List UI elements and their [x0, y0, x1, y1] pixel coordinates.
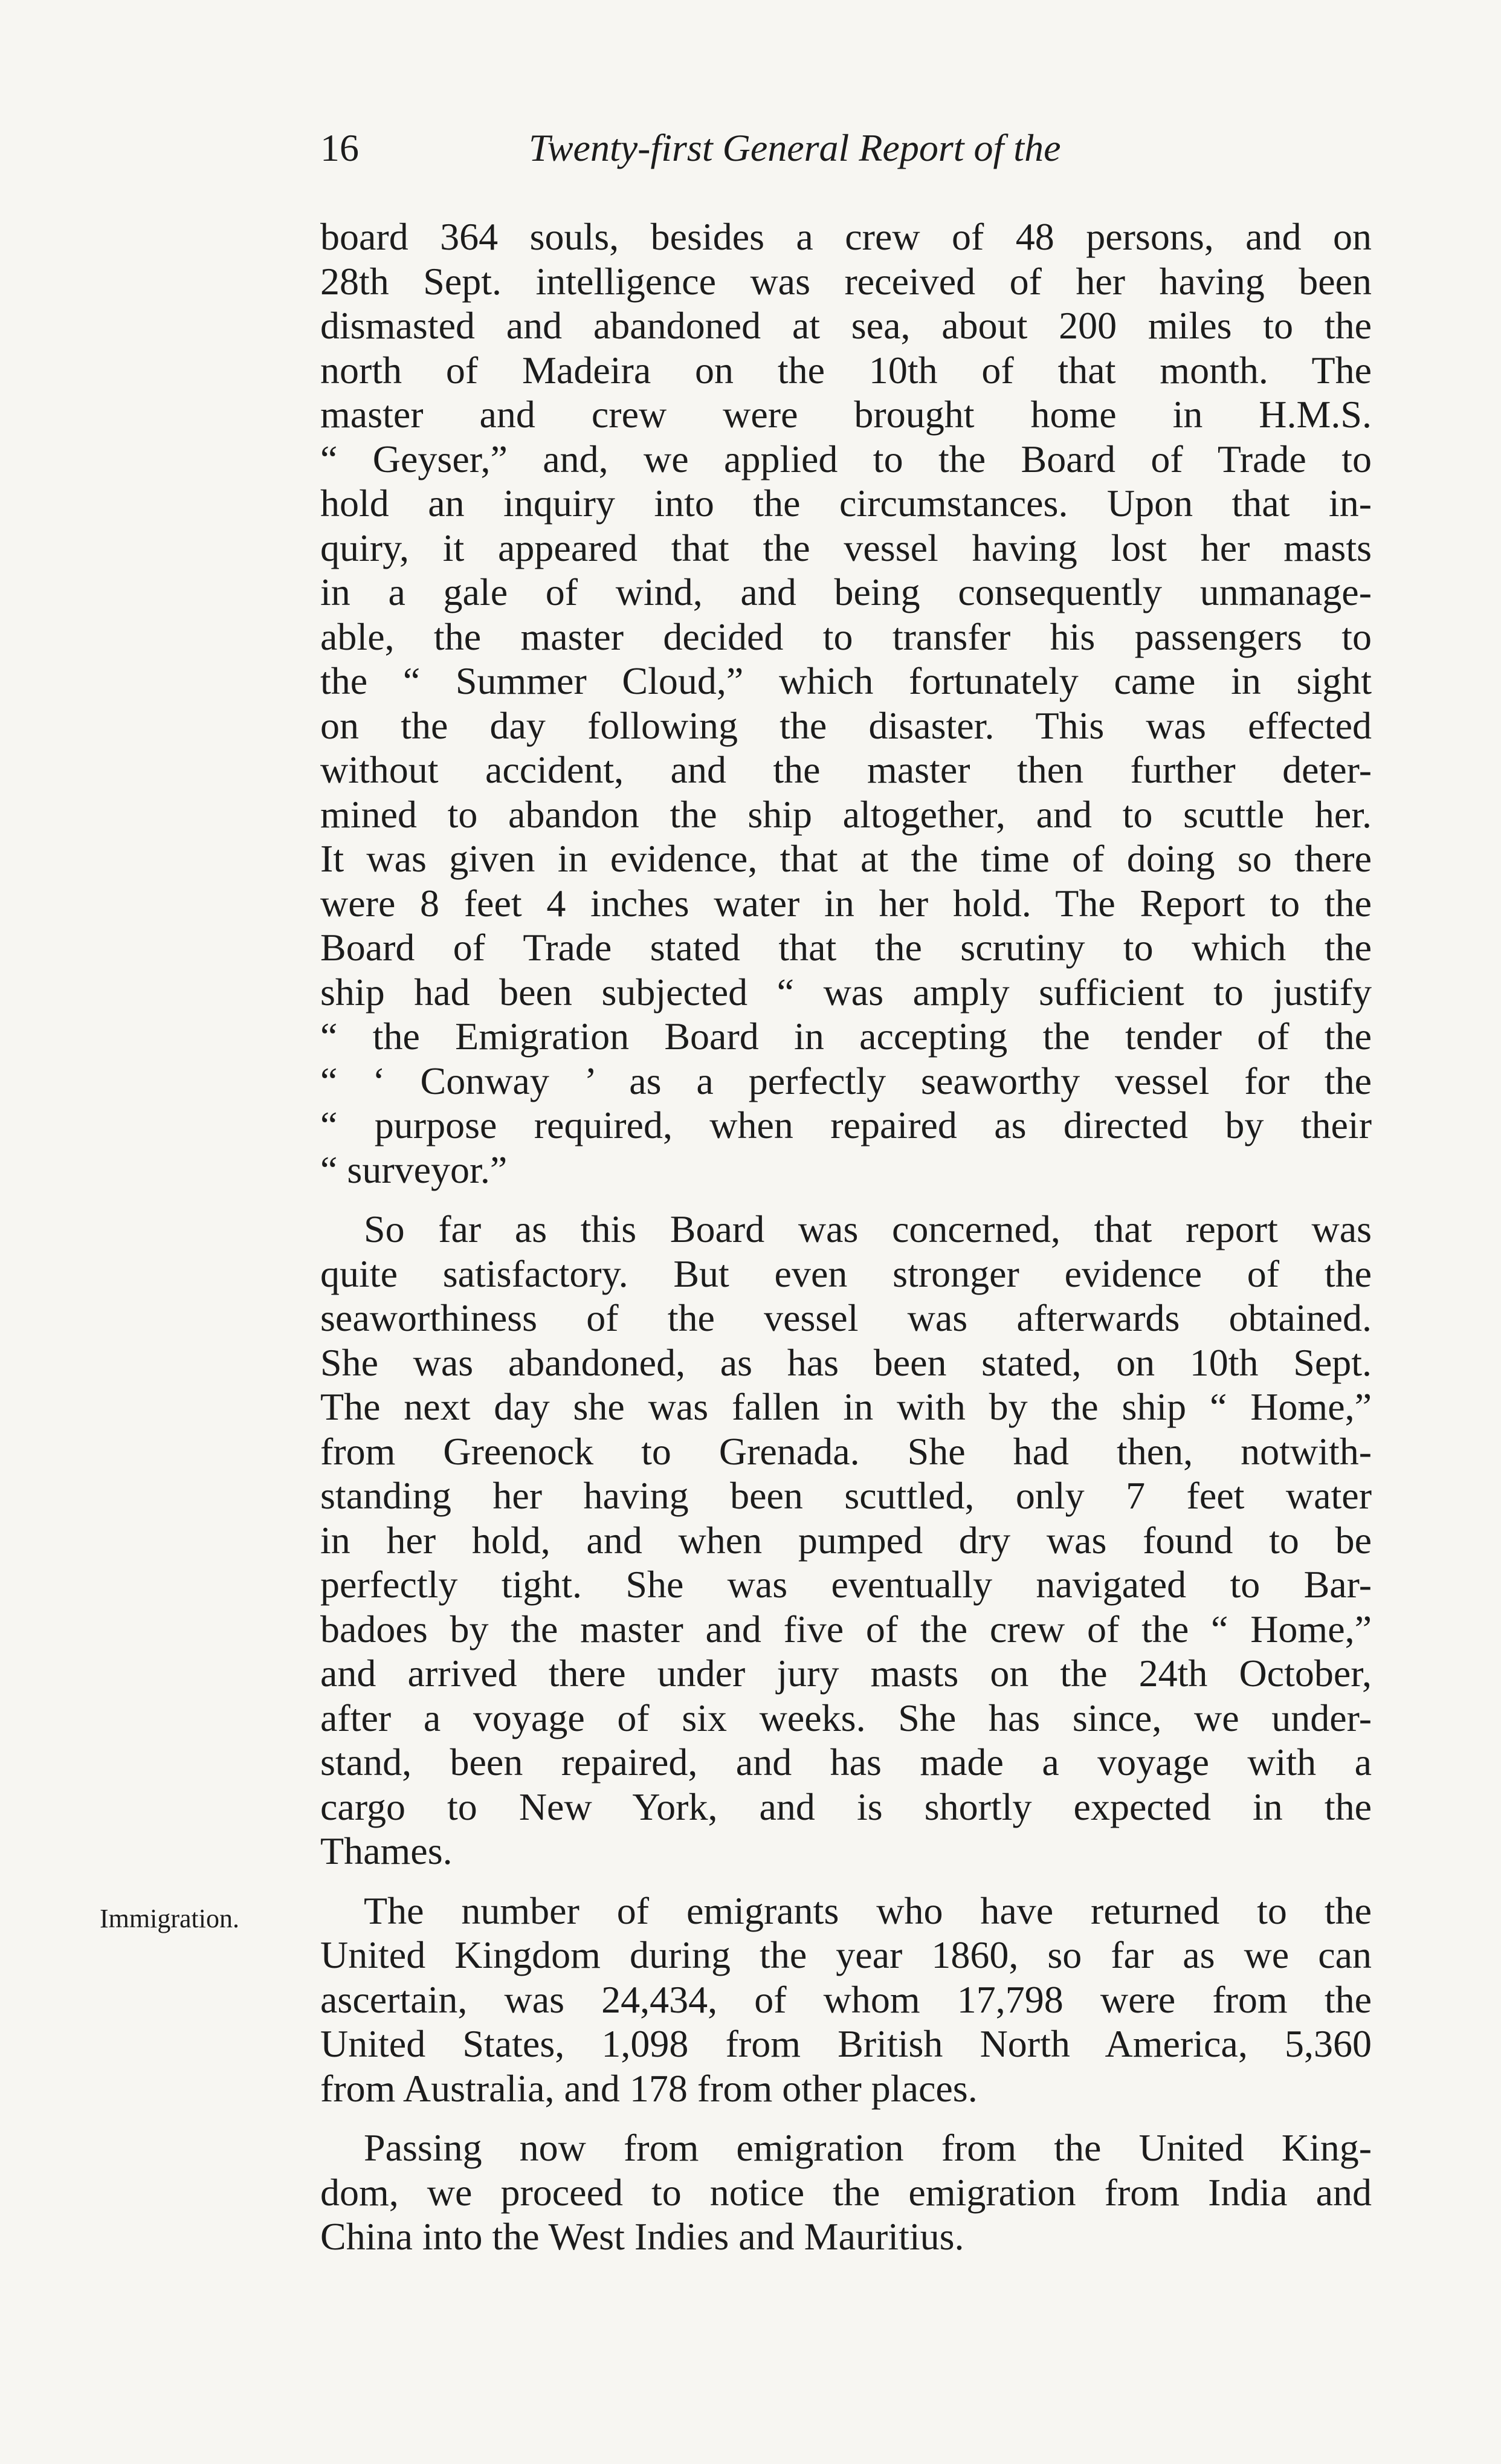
- text-line: “ ‘ Conway ’ as a perfectly seaworthy vessel for the: [320, 1059, 1372, 1102]
- text-line: perfectly tight. She was eventually navigated to Bar-: [320, 1563, 1372, 1606]
- running-title: Twenty-first General Report of the: [529, 126, 1061, 169]
- text-line: mined to abandon the ship altogether, and to scuttle her.: [320, 792, 1372, 836]
- paragraph-gap: [320, 2110, 1372, 2126]
- text-line: Board of Trade stated that the scrutiny to which the: [320, 926, 1372, 969]
- text-line: ship had been subjected “ was amply sufficient to justify: [320, 970, 1372, 1014]
- text-line: badoes by the master and five of the crew of the “ Home,”: [320, 1607, 1372, 1651]
- text-line: The next day she was fallen in with by the ship “ Home,”: [320, 1385, 1372, 1428]
- text-line: from Australia, and 178 from other places.: [320, 2066, 978, 2110]
- page-number: 16: [320, 126, 359, 169]
- text-line: master and crew were brought home in H.M.S.: [320, 393, 1372, 436]
- text-line: without accident, and the master then further deter-: [320, 748, 1372, 791]
- text-line: seaworthiness of the vessel was afterwards obtained.: [320, 1296, 1372, 1339]
- text-line: quite satisfactory. But even stronger evidence of the: [320, 1252, 1372, 1295]
- text-line: United Kingdom during the year 1860, so far as we can: [320, 1933, 1372, 1976]
- text-line: board 364 souls, besides a crew of 48 persons, and on: [320, 215, 1372, 258]
- text-line: It was given in evidence, that at the time of doing so there: [320, 837, 1372, 880]
- text-line: 28th Sept. intelligence was received of her having been: [320, 259, 1372, 303]
- text-line: cargo to New York, and is shortly expected in the: [320, 1785, 1372, 1828]
- text-line: in her hold, and when pumped dry was found to be: [320, 1518, 1372, 1562]
- text-line: were 8 feet 4 inches water in her hold. The Report to the: [320, 881, 1372, 925]
- text-line: United States, 1,098 from British North America, 5,360: [320, 2022, 1372, 2065]
- text-line: in a gale of wind, and being consequently unmanage-: [320, 571, 1372, 613]
- text-line: “ surveyor.”: [320, 1148, 508, 1191]
- text-line: Passing now from emigration from the United King-: [364, 2126, 1372, 2169]
- text-line: on the day following the disaster. This was effected: [320, 703, 1372, 747]
- paragraph-gap: [320, 1874, 1372, 1889]
- text-line: hold an inquiry into the circumstances. Upon that in-: [320, 482, 1372, 525]
- text-line: “ Geyser,” and, we applied to the Board of Trade to: [320, 437, 1372, 480]
- text-line: Thames.: [320, 1829, 453, 1872]
- body-text: [320, 215, 1372, 2259]
- paragraph-conway-inquiry: [320, 215, 1372, 1192]
- text-line: after a voyage of six weeks. She has since, we under-: [320, 1696, 1372, 1739]
- text-line: ascertain, was 24,434, of whom 17,798 were from the: [320, 1977, 1372, 2021]
- text-line: She was abandoned, as has been stated, on 10th Sept.: [320, 1340, 1372, 1384]
- paragraph-gap: [320, 1192, 1372, 1207]
- text-line: “ purpose required, when repaired as directed by their: [320, 1104, 1372, 1146]
- text-line: standing her having been scuttled, only 7 feet water: [320, 1474, 1372, 1517]
- text-line: So far as this Board was concerned, that report was: [364, 1208, 1372, 1250]
- paragraph-immigration: [320, 1889, 1372, 2111]
- text-line: the “ Summer Cloud,” which fortunately came in sight: [320, 659, 1372, 702]
- text-line: from Greenock to Grenada. She had then, notwith-: [320, 1429, 1372, 1473]
- paragraph-seaworthiness: [320, 1207, 1372, 1874]
- text-line: The number of emigrants who have returned to the: [364, 1889, 1372, 1932]
- text-line: and arrived there under jury masts on the 24th October,: [320, 1652, 1372, 1695]
- paragraph-india-china: [320, 2126, 1372, 2259]
- text-line: dismasted and abandoned at sea, about 200 miles to the: [320, 304, 1372, 347]
- text-line: north of Madeira on the 10th of that month. The: [320, 348, 1372, 392]
- text-line: dom, we proceed to notice the emigration from India and: [320, 2170, 1372, 2214]
- text-line: “ the Emigration Board in accepting the tender of the: [320, 1015, 1372, 1058]
- text-line: stand, been repaired, and has made a voyage with a: [320, 1741, 1372, 1783]
- running-head: [320, 121, 1372, 175]
- text-line: able, the master decided to transfer his passengers to: [320, 615, 1372, 658]
- text-line: quiry, it appeared that the vessel having lost her masts: [320, 526, 1372, 569]
- margin-note-immigration: Immigration.: [100, 1904, 239, 1933]
- text-line: China into the West Indies and Mauritius.: [320, 2215, 964, 2258]
